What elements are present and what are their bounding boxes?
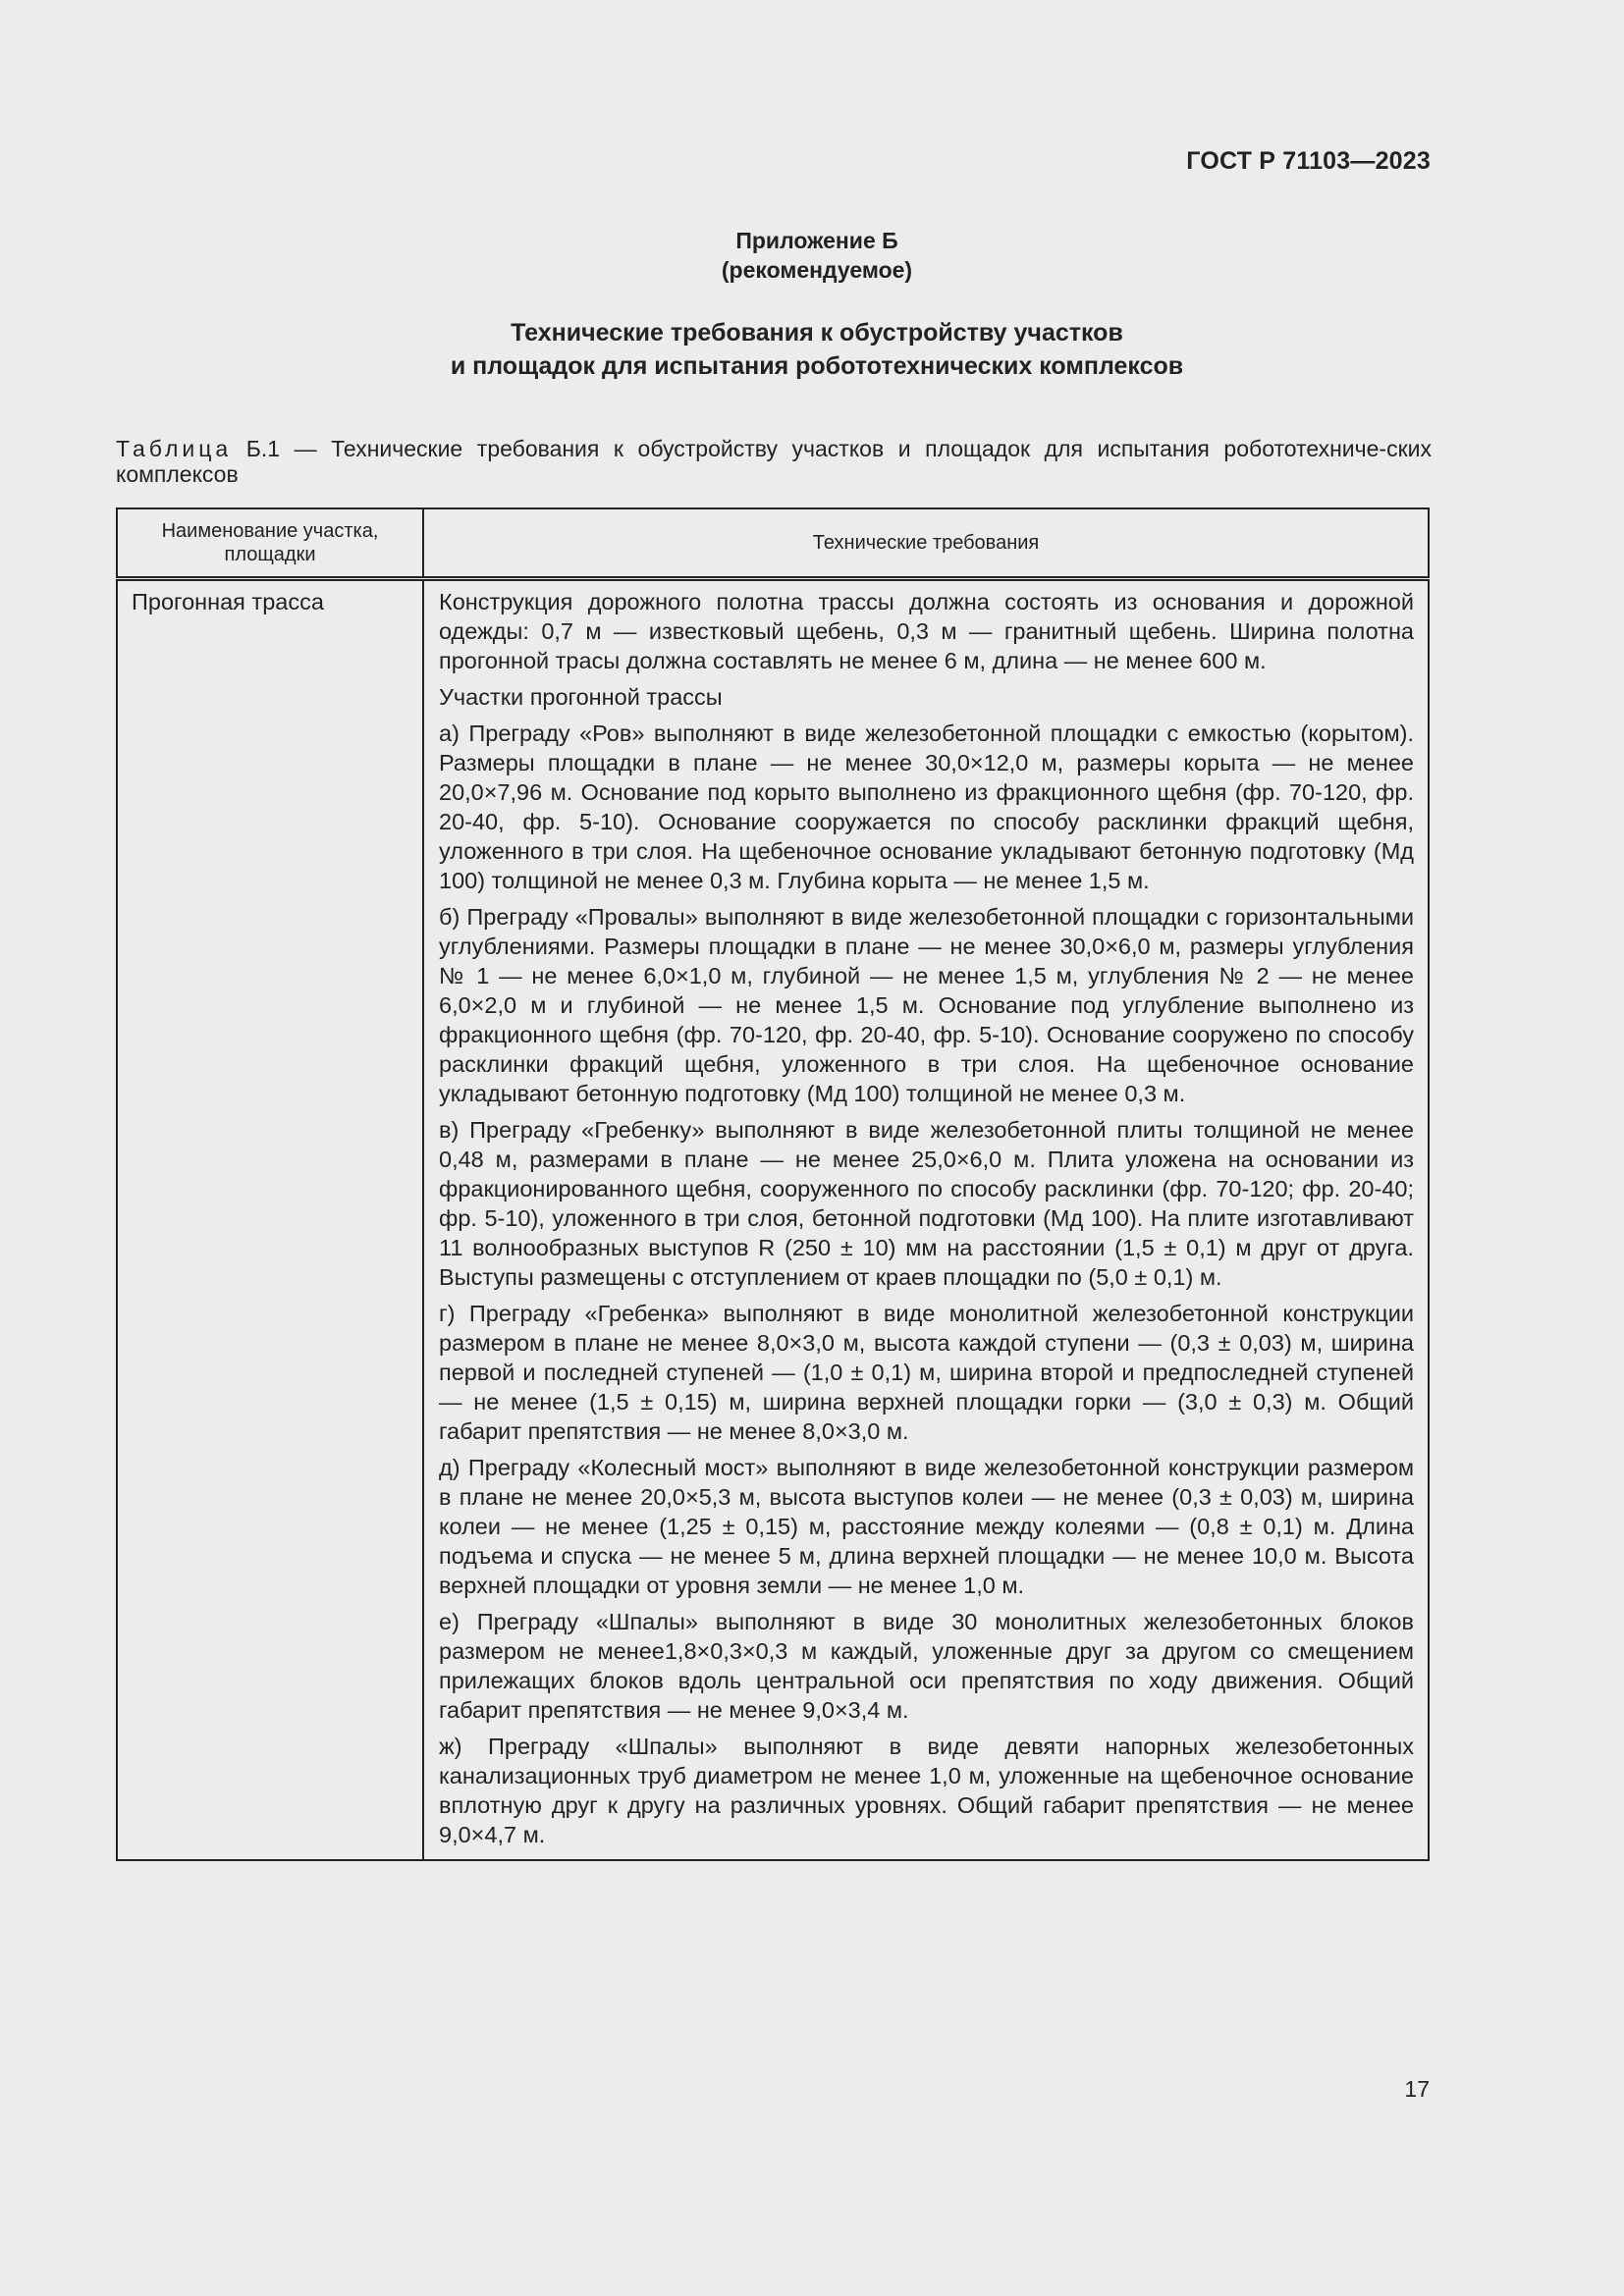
requirement-paragraph: Конструкция дорожного полотна трассы должна состоять из основания и дорожной одежды: 0,7 м — известковый щебень, 0,3 м — гранитный щебень. Ширина полотна прогонной трасы должна составлять не менее 6 м, длина — не менее 600 м. <box>439 589 1414 673</box>
requirement-paragraph: ж) Преграду «Шпалы» выполняют в виде девяти напорных железобетонных канализационных труб диаметром не менее 1,0 м, уложенные на щебеночное основание вплотную друг к другу на различных уровнях. Общий габарит препятствия — не менее 9,0×4,7 м. <box>439 1734 1414 1847</box>
appendix-status: (рекомендуемое) <box>721 257 913 283</box>
section-title-line-2: и площадок для испытания робототехнических комплексов <box>450 352 1184 380</box>
table-caption <box>116 436 1432 487</box>
header-site-name: Наименование участка, площадки <box>117 508 423 579</box>
site-name-cell: Прогонная трасса <box>117 579 423 1861</box>
table-row <box>117 579 1429 1861</box>
page-number: 17 <box>1404 2076 1430 2102</box>
header-requirements: Технические требования <box>423 508 1429 579</box>
section-title-line-1: Технические требования к обустройству участков <box>511 319 1123 347</box>
table-caption-prefix: Таблица <box>116 436 233 461</box>
table-caption-text: Б.1 — Технические требования к обустройству участков и площадок для испытания робототехниче-ских комплексов <box>116 436 1432 487</box>
document-code: ГОСТ Р 71103—2023 <box>1186 147 1431 175</box>
requirement-paragraph: г) Преграду «Гребенка» выполняют в виде монолитной железобетонной конструкции размером в плане не менее 8,0×3,0 м, высота каждой ступени — (0,3 ± 0,03) м, ширина первой и последней ступеней — (1,0 ± 0,1) м, ширина второй и предпоследней ступеней — не менее (1,5 ± 0,15) м, ширина верхней площадки горки — (3,0 ± 0,3) м. Общий габарит препятствия — не менее 8,0×3,0 м. <box>439 1301 1414 1444</box>
requirement-paragraph: б) Преграду «Провалы» выполняют в виде железобетонной площадки с горизонтальными углублениями. Размеры площадки в плане — не менее 30,0×6,0 м, размеры углубления № 1 — не менее 6,0×1,0 м, глубиной — не менее 1,5 м, углубления № 2 — не менее 6,0×2,0 м и глубиной — не менее 1,5 м. Основание под углубление выполнено из фракционного щебня (фр. 70-120, фр. 20-40, фр. 5-10). Основание сооружено по способу расклинки фракций щебня, уложенного в три слоя. На щебеночное основание укладывают бетонную подготовку (Мд 100) толщиной не менее 0,3 м. <box>439 904 1414 1106</box>
section-title <box>0 316 1624 383</box>
table-header-row <box>117 508 1429 579</box>
requirement-paragraph: а) Преграду «Ров» выполняют в виде железобетонной площадки с емкостью (корытом). Размеры площадки в плане — не менее 30,0×12,0 м, размеры корыта — не менее 20,0×7,96 м. Основание под корыто выполнено из фракционного щебня (фр. 70-120, фр. 20-40, фр. 5-10). Основание сооружается по способу расклинки фракций щебня, уложенного в три слоя. На щебеночное основание укладывают бетонную подготовку (Мд 100) толщиной не менее 0,3 м. Глубина корыта — не менее 1,5 м. <box>439 721 1414 893</box>
appendix-heading <box>0 226 1624 285</box>
requirement-paragraph: д) Преграду «Колесный мост» выполняют в виде железобетонной конструкции размером в плане не менее 20,0×5,3 м, высота выступов колеи — не менее (0,3 ± 0,03) м, ширина колеи — не менее (1,25 ± 0,15) м, расстояние между колеями — (0,8 ± 0,1) м. Длина подъема и спуска — не менее 5 м, длина верхней площадки — не менее 10,0 м. Высота верхней площадки от уровня земли — не менее 1,0 м. <box>439 1455 1414 1598</box>
requirement-paragraph: в) Преграду «Гребенку» выполняют в виде железобетонной плиты толщиной не менее 0,48 м, размерами в плане — не менее 25,0×6,0 м. Плита уложена на основании из фракционированного щебня, сооруженного по способу расклинки (фр. 70-120; фр. 20-40; фр. 5-10), уложенного в три слоя, бетонной подготовки (Мд 100). На плите изготавливают 11 волнообразных выступов R (250 ± 10) мм на расстоянии (1,5 ± 0,1) м друг от друга. Выступы размещены с отступлением от краев площадки по (5,0 ± 0,1) м. <box>439 1117 1414 1290</box>
requirement-paragraph: Участки прогонной трассы <box>439 684 723 710</box>
requirements-table <box>116 507 1430 1861</box>
appendix-label: Приложение Б <box>735 228 898 253</box>
requirements-cell <box>423 579 1429 1861</box>
requirement-paragraph: е) Преграду «Шпалы» выполняют в виде 30 монолитных железобетонных блоков размером не менее1,8×0,3×0,3 м каждый, уложенные друг за другом со смещением прилежащих блоков вдоль центральной оси препятствия по ходу движения. Общий габарит препятствия — не менее 9,0×3,4 м. <box>439 1609 1414 1723</box>
